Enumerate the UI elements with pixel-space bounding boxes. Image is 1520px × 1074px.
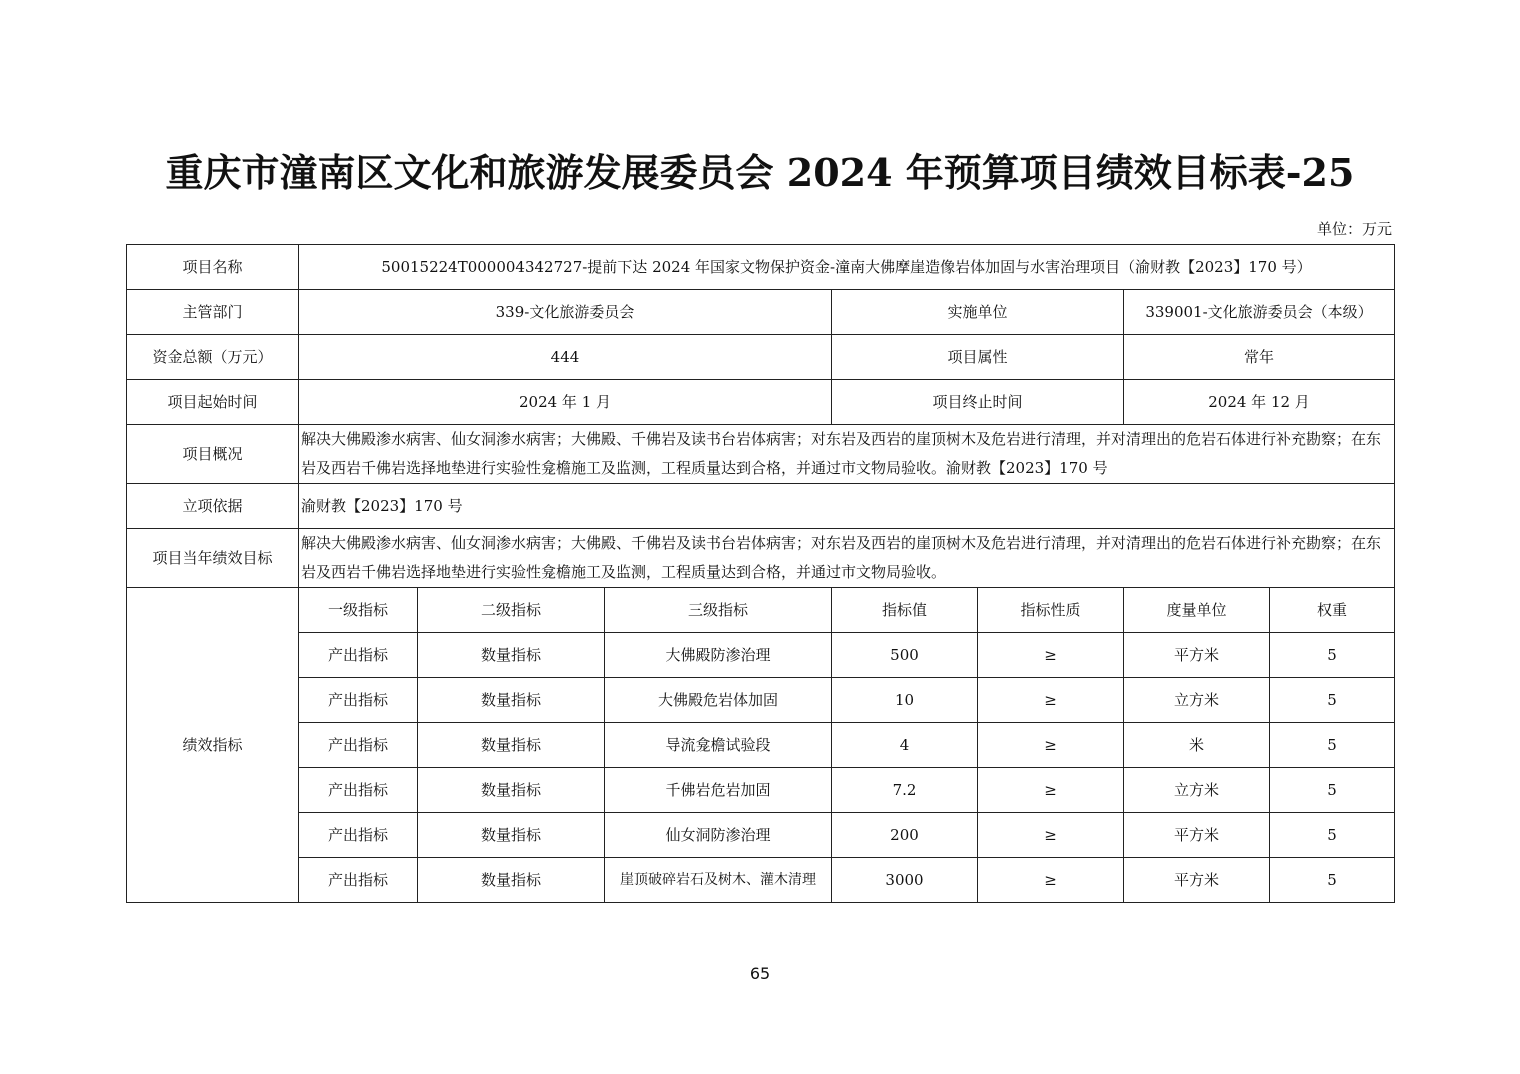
start-value: 2024 年 1 月 <box>299 380 832 425</box>
row-overview <box>127 425 1395 484</box>
cell-level3: 仙女洞防渗治理 <box>605 813 832 858</box>
cell-weight: 5 <box>1270 858 1395 903</box>
header-level3: 三级指标 <box>605 588 832 633</box>
cell-weight: 5 <box>1270 723 1395 768</box>
attr-label: 项目属性 <box>832 335 1124 380</box>
cell-unit: 立方米 <box>1124 678 1270 723</box>
cell-unit: 米 <box>1124 723 1270 768</box>
cell-level1: 产出指标 <box>299 858 418 903</box>
cell-level3: 崖顶破碎岩石及树木、灌木清理 <box>605 858 832 903</box>
cell-level2: 数量指标 <box>418 813 605 858</box>
header-weight: 权重 <box>1270 588 1395 633</box>
cell-value: 4 <box>832 723 978 768</box>
cell-value: 200 <box>832 813 978 858</box>
dept-value: 339-文化旅游委员会 <box>299 290 832 335</box>
impl-label: 实施单位 <box>832 290 1124 335</box>
end-value: 2024 年 12 月 <box>1124 380 1395 425</box>
row-goal <box>127 529 1395 588</box>
cell-weight: 5 <box>1270 678 1395 723</box>
cell-level3: 导流龛檐试验段 <box>605 723 832 768</box>
start-label: 项目起始时间 <box>127 380 299 425</box>
cell-value: 3000 <box>832 858 978 903</box>
cell-nature: ≥ <box>978 768 1124 813</box>
header-level2: 二级指标 <box>418 588 605 633</box>
table-row <box>127 858 1395 903</box>
cell-level2: 数量指标 <box>418 678 605 723</box>
table-row <box>127 723 1395 768</box>
attr-value: 常年 <box>1124 335 1395 380</box>
project-name-label: 项目名称 <box>127 245 299 290</box>
indicators-label: 绩效指标 <box>127 588 299 903</box>
fund-value: 444 <box>299 335 832 380</box>
cell-level3: 大佛殿防渗治理 <box>605 633 832 678</box>
goal-label: 项目当年绩效目标 <box>127 529 299 588</box>
performance-table <box>126 244 1395 903</box>
fund-label: 资金总额（万元） <box>127 335 299 380</box>
cell-level2: 数量指标 <box>418 858 605 903</box>
cell-level1: 产出指标 <box>299 633 418 678</box>
cell-unit: 平方米 <box>1124 858 1270 903</box>
overview-label: 项目概况 <box>127 425 299 484</box>
page-title: 重庆市潼南区文化和旅游发展委员会 2024 年预算项目绩效目标表-25 <box>165 150 1355 195</box>
table-row <box>127 768 1395 813</box>
header-unit: 度量单位 <box>1124 588 1270 633</box>
cell-unit: 平方米 <box>1124 633 1270 678</box>
row-basis <box>127 484 1395 529</box>
cell-nature: ≥ <box>978 633 1124 678</box>
cell-unit: 立方米 <box>1124 768 1270 813</box>
impl-value: 339001-文化旅游委员会（本级） <box>1124 290 1395 335</box>
project-name-value: 50015224T000004342727-提前下达 2024 年国家文物保护资金-潼南大佛摩崖造像岩体加固与水害治理项目（渝财教【2023】170 号） <box>299 245 1395 290</box>
table-row <box>127 813 1395 858</box>
cell-nature: ≥ <box>978 858 1124 903</box>
cell-nature: ≥ <box>978 723 1124 768</box>
row-time <box>127 380 1395 425</box>
cell-level3: 大佛殿危岩体加固 <box>605 678 832 723</box>
cell-level1: 产出指标 <box>299 768 418 813</box>
header-level1: 一级指标 <box>299 588 418 633</box>
table-row <box>127 633 1395 678</box>
row-project-name <box>127 245 1395 290</box>
page-number: 65 <box>749 964 771 983</box>
cell-nature: ≥ <box>978 813 1124 858</box>
dept-label: 主管部门 <box>127 290 299 335</box>
cell-value: 7.2 <box>832 768 978 813</box>
cell-value: 10 <box>832 678 978 723</box>
goal-value: 解决大佛殿渗水病害、仙女洞渗水病害；大佛殿、千佛岩及读书台岩体病害；对东岩及西岩的崖顶树木及危岩进行清理，并对清理出的危岩石体进行补充勘察；在东岩及西岩千佛岩选择地垫进行实验性龛檐施工及监测，工程质量达到合格，并通过市文物局验收。 <box>299 529 1395 588</box>
row-fund <box>127 335 1395 380</box>
end-label: 项目终止时间 <box>832 380 1124 425</box>
cell-level1: 产出指标 <box>299 723 418 768</box>
unit-label: 单位：万元 <box>1316 220 1392 238</box>
cell-level2: 数量指标 <box>418 633 605 678</box>
cell-level3: 千佛岩危岩加固 <box>605 768 832 813</box>
cell-level2: 数量指标 <box>418 723 605 768</box>
header-value: 指标值 <box>832 588 978 633</box>
overview-value: 解决大佛殿渗水病害、仙女洞渗水病害；大佛殿、千佛岩及读书台岩体病害；对东岩及西岩的崖顶树木及危岩进行清理，并对清理出的危岩石体进行补充勘察；在东岩及西岩千佛岩选择地垫进行实验性龛檐施工及监测，工程质量达到合格，并通过市文物局验收。渝财教【2023】170 号 <box>299 425 1395 484</box>
cell-value: 500 <box>832 633 978 678</box>
cell-weight: 5 <box>1270 813 1395 858</box>
header-nature: 指标性质 <box>978 588 1124 633</box>
indicator-header-row <box>127 588 1395 633</box>
cell-level2: 数量指标 <box>418 768 605 813</box>
cell-weight: 5 <box>1270 633 1395 678</box>
basis-value: 渝财教【2023】170 号 <box>299 484 1395 529</box>
basis-label: 立项依据 <box>127 484 299 529</box>
cell-level1: 产出指标 <box>299 813 418 858</box>
cell-nature: ≥ <box>978 678 1124 723</box>
cell-weight: 5 <box>1270 768 1395 813</box>
table-row <box>127 678 1395 723</box>
cell-level1: 产出指标 <box>299 678 418 723</box>
row-dept <box>127 290 1395 335</box>
cell-unit: 平方米 <box>1124 813 1270 858</box>
